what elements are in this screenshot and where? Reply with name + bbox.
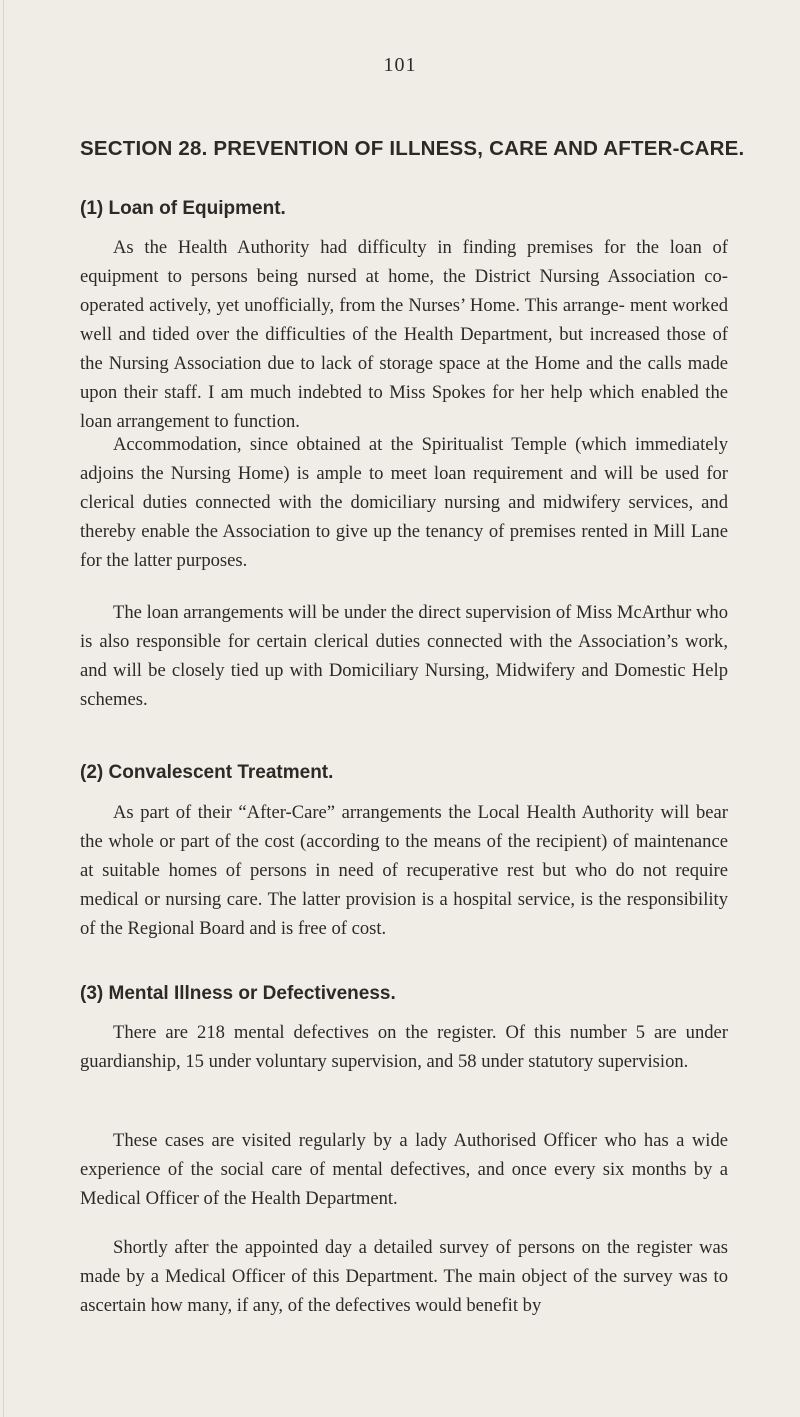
paragraph-loan-1: As the Health Authority had difficulty in finding premises for the loan of equipment to persons being nursed at home, the District Nursing Association co-operated actively, yet unofficially, from the Nurses’ Home. This arrange- ment worked well and tided over the difficulties of the Health Department, but increased those of the Nursing Association due to lack of storage space at the Home and the calls made upon their staff. I am much indebted to Miss Spokes for her help which enabled the loan arrangement to function. bbox=[80, 237, 728, 432]
section-title: SECTION 28. PREVENTION OF ILLNESS, CARE AND AFTER-CARE. bbox=[80, 137, 745, 160]
paragraph-convalescent-1: As part of their “After-Care” arrangements the Local Health Authority will bear the whole or part of the cost (according to the means of the recipient) of maintenance at suitable homes of persons in need of recuperative rest but who do not require medical or nursing care. The latter provision is a hospital service, is the responsibility of the Regional Board and is free of cost. bbox=[80, 802, 728, 939]
paragraph-loan-2: Accommodation, since obtained at the Spiritualist Temple (which immediately adjoins the Nursing Home) is ample to meet loan requirement and will be used for clerical duties connected with the domiciliary nursing and midwifery services, and thereby enable the Association to give up the tenancy of premises rented in Mill Lane for the latter purposes. bbox=[80, 434, 728, 571]
heading-convalescent-treatment: (2) Convalescent Treatment. bbox=[80, 762, 334, 783]
paragraph-mental-2: These cases are visited regularly by a lady Authorised Officer who has a wide experience of the social care of mental defectives, and once every six months by a Medical Officer of the Health Department. bbox=[80, 1130, 728, 1209]
heading-loan-of-equipment: (1) Loan of Equipment. bbox=[80, 198, 286, 219]
page-edge-shadow bbox=[3, 0, 4, 1417]
page-number: 101 bbox=[383, 54, 417, 76]
paragraph-loan-3: The loan arrangements will be under the direct supervision of Miss McArthur who is also responsible for certain clerical duties connected with the Association’s work, and will be closely tied up with Domiciliary Nursing, Midwifery and Domestic Help schemes. bbox=[80, 602, 728, 710]
heading-mental-illness: (3) Mental Illness or Defectiveness. bbox=[80, 983, 396, 1004]
paragraph-mental-3: Shortly after the appointed day a detailed survey of persons on the register was made by a Medical Officer of this Department. The main object of the survey was to ascertain how many, if any, of the defectives would benefit by bbox=[80, 1237, 728, 1316]
paragraph-mental-1: There are 218 mental defectives on the register. Of this number 5 are under guardianship, 15 under voluntary supervision, and 58 under statutory supervision. bbox=[80, 1022, 728, 1072]
